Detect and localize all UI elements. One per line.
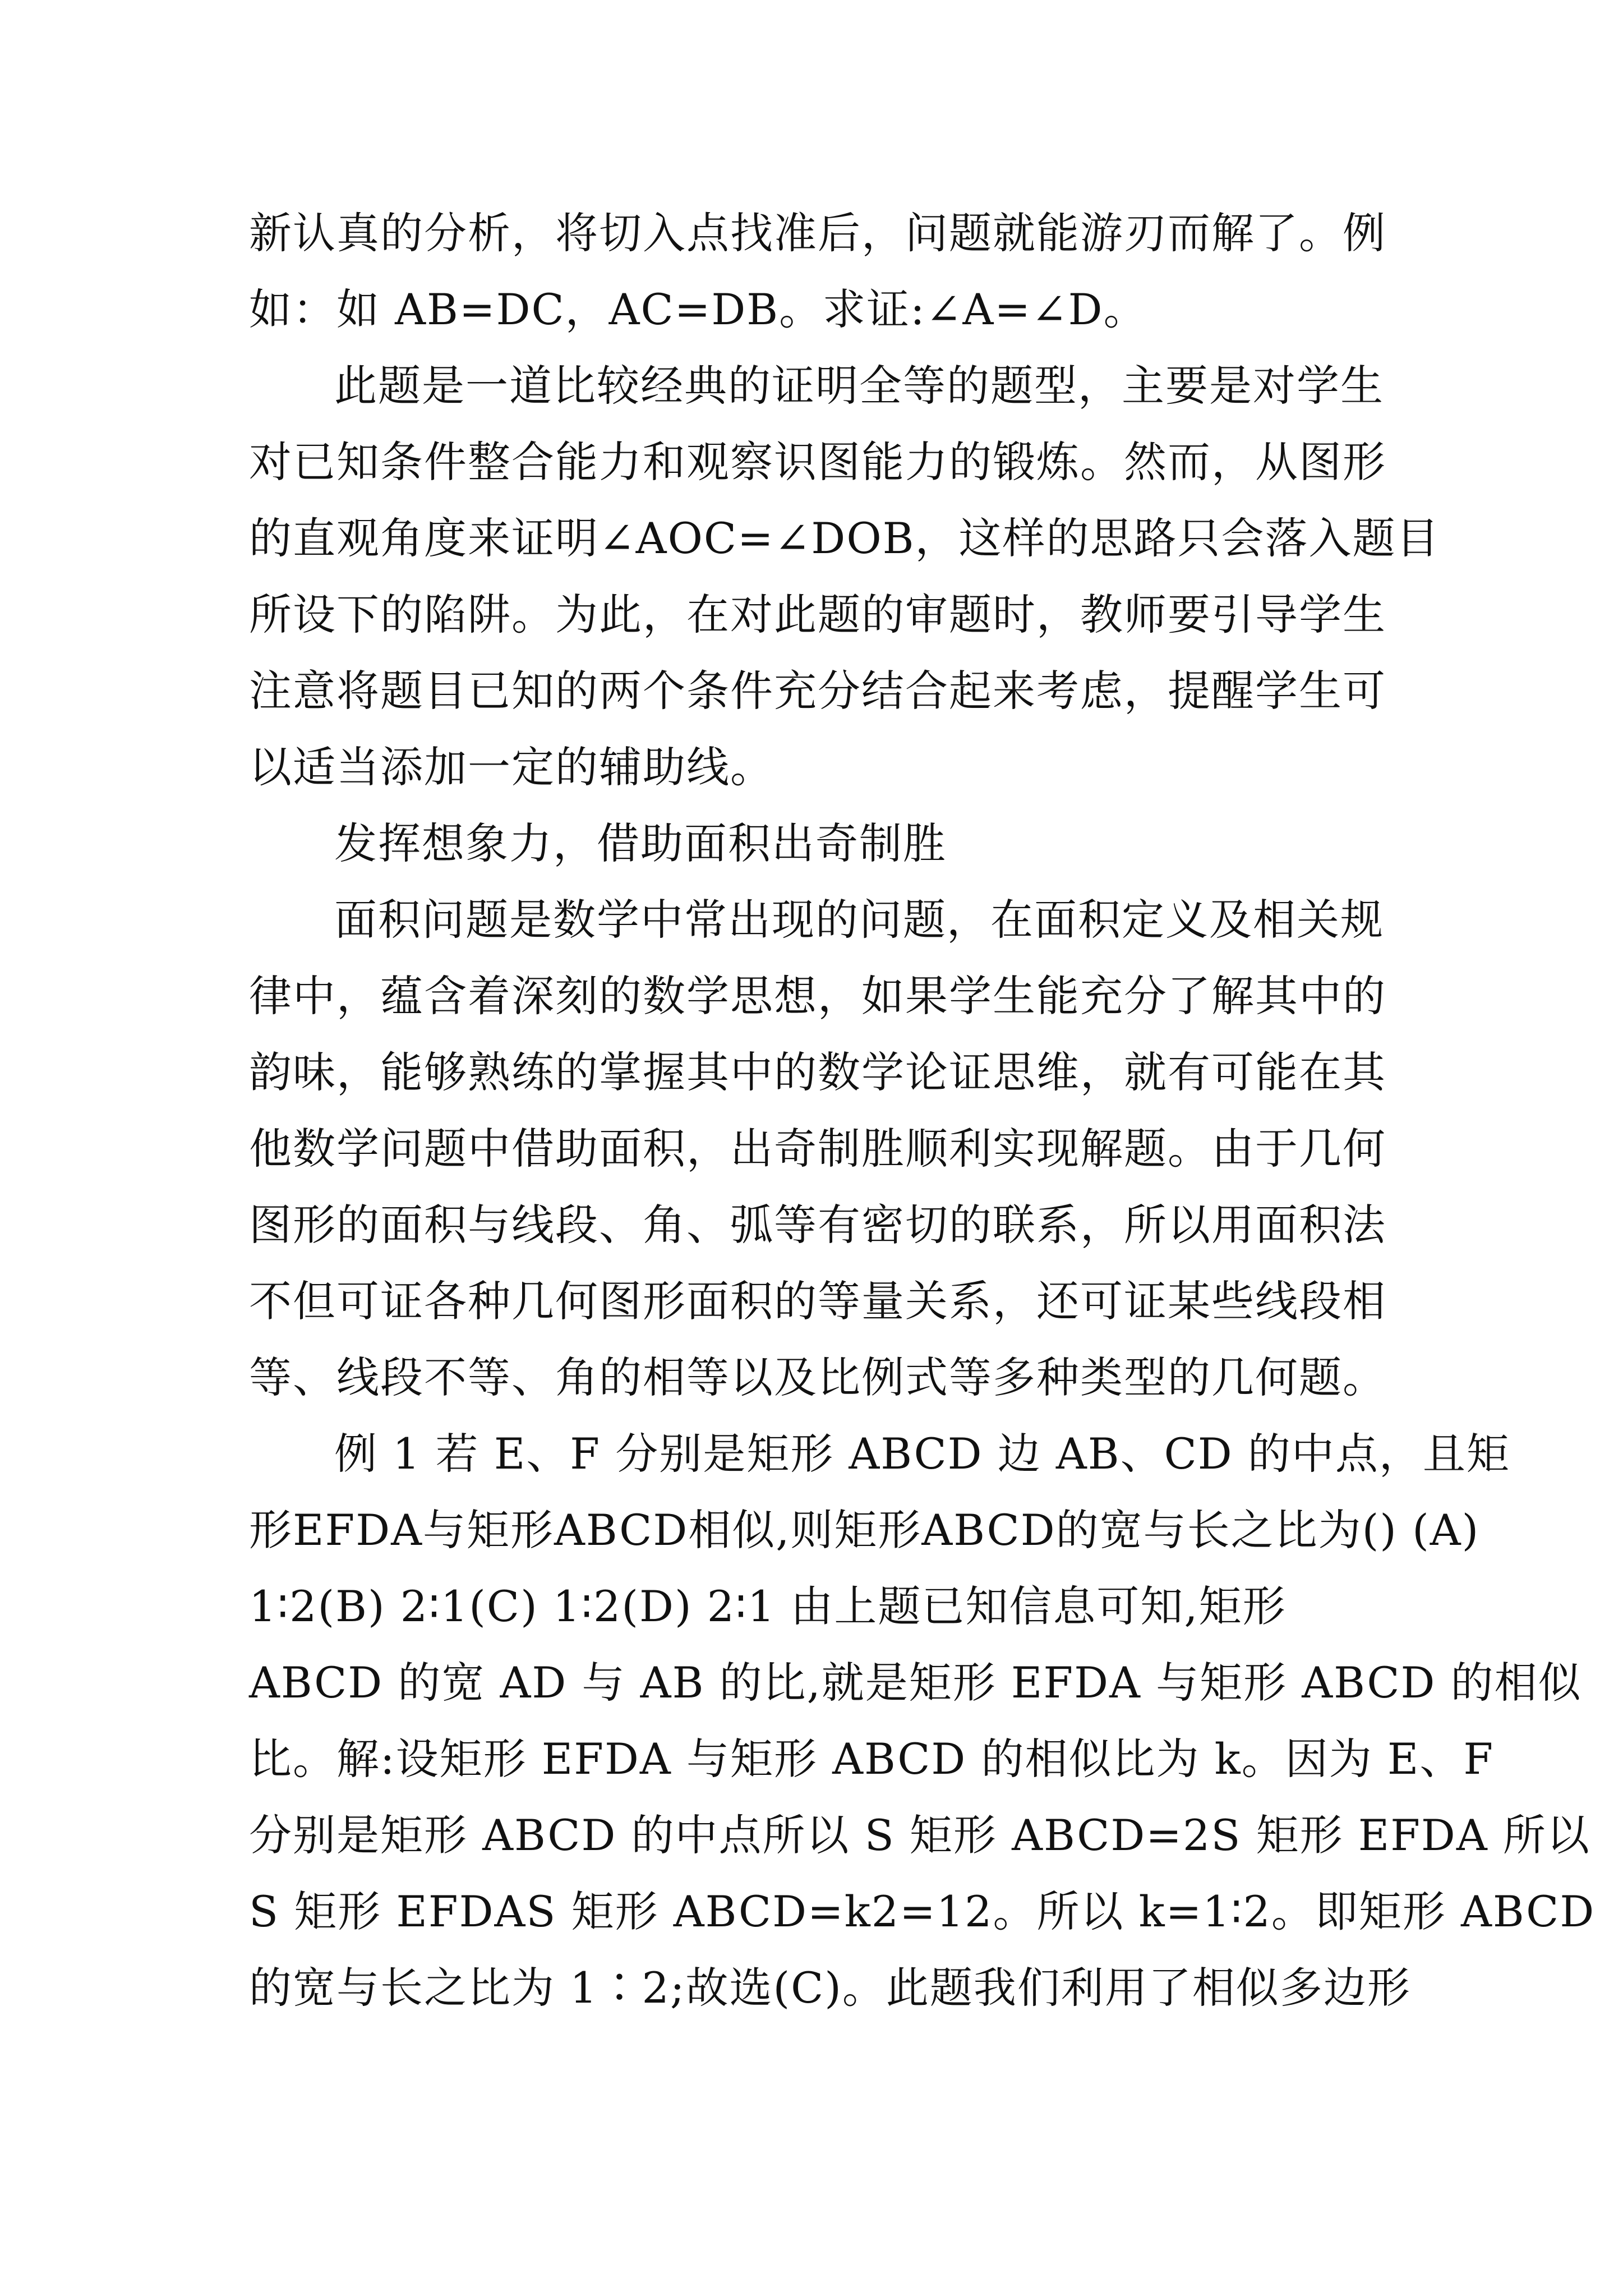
text-line: 注意将题目已知的两个条件充分结合起来考虑，提醒学生可 bbox=[249, 666, 1386, 716]
text-line: 律中，蕴含着深刻的数学思想，如果学生能充分了解其中的 bbox=[249, 971, 1386, 1021]
text-line: 以适当添加一定的辅助线。 bbox=[249, 742, 774, 792]
text-line: 如：如 AB=DC，AC=DB。求证:∠A=∠D。 bbox=[249, 284, 1147, 334]
text-line: 不但可证各种几何图形面积的等量关系，还可证某些线段相 bbox=[249, 1276, 1386, 1326]
text-line: 韵味，能够熟练的掌握其中的数学论证思维，就有可能在其 bbox=[249, 1047, 1386, 1097]
paragraph-first-line: 面积问题是数学中常出现的问题，在面积定义及相关规 bbox=[334, 895, 1384, 945]
text-line: 等、线段不等、角的相等以及比例式等多种类型的几何题。 bbox=[249, 1352, 1386, 1402]
body-text bbox=[249, 195, 1596, 2026]
paragraph-first-line: 此题是一道比较经典的证明全等的题型，主要是对学生 bbox=[334, 361, 1384, 411]
text-line: S 矩形 EFDAS 矩形 ABCD=k2=12。所以 k=1∶2。即矩形 ABCD bbox=[249, 1887, 1596, 1936]
text-line: 的直观角度来证明∠AOC=∠DOB，这样的思路只会落入题目 bbox=[249, 513, 1440, 563]
text-line: 形EFDA与矩形ABCD相似,则矩形ABCD的宽与长之比为() (A) bbox=[249, 1505, 1480, 1555]
text-line: 分别是矩形 ABCD 的中点所以 S 矩形 ABCD=2S 矩形 EFDA 所以 bbox=[249, 1810, 1590, 1860]
text-line: 图形的面积与线段、角、弧等有密切的联系，所以用面积法 bbox=[249, 1200, 1386, 1250]
text-line: 的宽与长之比为 1∶2;故选(C)。此题我们利用了相似多边形 bbox=[249, 1963, 1411, 2013]
section-heading: 发挥想象力，借助面积出奇制胜 bbox=[334, 818, 947, 868]
paragraph-first-line: 例 1 若 E、F 分别是矩形 ABCD 边 AB、CD 的中点，且矩 bbox=[334, 1429, 1510, 1479]
text-line: 新认真的分析，将切入点找准后，问题就能游刃而解了。例 bbox=[249, 208, 1386, 258]
text-line: 所设下的陷阱。为此，在对此题的审题时，教师要引导学生 bbox=[249, 590, 1386, 639]
text-line: 1∶2(B) 2∶1(C) 1∶2(D) 2∶1 由上题已知信息可知,矩形 bbox=[249, 1581, 1287, 1631]
text-line: 他数学问题中借助面积，出奇制胜顺利实现解题。由于几何 bbox=[249, 1124, 1386, 1174]
text-line: 比。解:设矩形 EFDA 与矩形 ABCD 的相似比为 k。因为 E、F bbox=[249, 1734, 1495, 1784]
text-line: 对已知条件整合能力和观察识图能力的锻炼。然而，从图形 bbox=[249, 437, 1386, 487]
text-line: ABCD 的宽 AD 与 AB 的比,就是矩形 EFDA 与矩形 ABCD 的相似 bbox=[249, 1658, 1582, 1708]
